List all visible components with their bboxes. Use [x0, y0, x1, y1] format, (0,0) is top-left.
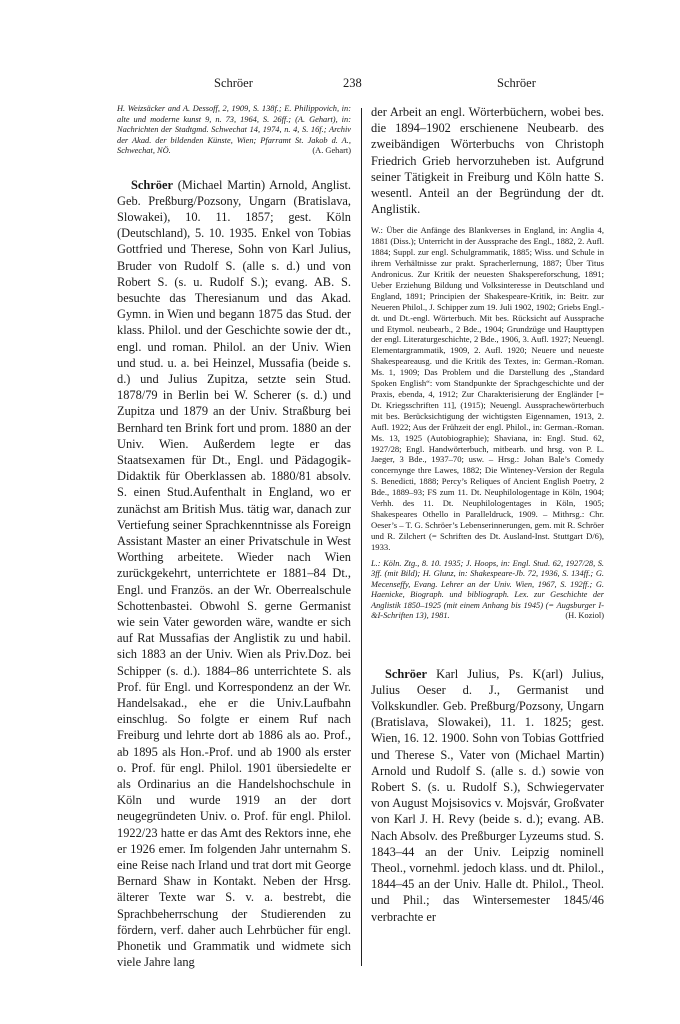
entry-karl-julius-text: Karl Julius, Ps. K(arl) Julius, Julius Oeser d. J., Germanist und Volkskundler. Geb. Preßburg/Pozsony, Ungarn (Bratislava, Slowakei), 11. 1. 1825; gest. Wien, 16. 12. 1900. Sohn von Tobias Gottfried und Therese S., Vater von (Michael Martin) Arnold und Rudolf S. (alle s. d.) sowie von Robert S. (s. u. Rudolf S.), Schwiegervater von August Mojsisovics v. Mojsvár, Großvater von Karl J. H. Revy (beide s. d.); evang. AB. Nach Absolv. des Preßburger Lyzeums stud. S. 1843–44 an der Univ. Leipzig nominell Theol., vornehml. jedoch klass. und dt. Philol., 1844–45 an der Univ. Halle dt. Philol., Theol. und Phil.; das Wintersemester 1845/46 verbrachte er [371, 666, 604, 924]
previous-entry-literature-text: H. Weizsäcker and A. Dessoff, 2, 1909, S. 138f.; E. Philippovich, in: alte und moderne kunst 9, n. 73, 1964, S. 26ff.; (A. Gehart), in: Nachrichten der Stadtgmd. Schwechat 14, 1974, n. 4, S. 16f.; Archiv der Akad. der bildenden Künste, Wien; Pfarramt St. Jakob d. A., Schwechat, NÖ. [117, 104, 351, 155]
entry-arnold-text: (Michael Martin) Arnold, Anglist. Geb. Preßburg/Pozsony, Ungarn (Bratislava, Slowakei), 10. 11. 1857; gest. Köln (Deutschland), 5. 10. 1935. Enkel von Tobias Gottfried und Therese, Sohn von Karl Julius, Bruder von Rudolf S. (alle s. d.) und von Robert S. (s. u. Rudolf S.); evang. AB. S. besuchte das Theresianum und das Akad. Gymn. in Wien und begann 1875 das Stud. der klass. Philol. und der Geschichte sowie der dt., engl. und roman. Philol. an der Univ. Wien und stud. u. a. bei Heinzel, Mussafia (beide s. d.) und Julius Zupitza, setzte sein Stud. 1878/79 in Berlin bei W. Scherer (s. d.) und Zupitza und 1879 an der Univ. Straßburg bei Bernhard ten Brink fort und prom. 1880 an der Univ. Wien. Außerdem legte er das Staatsexamen für Dt., Engl. und Pädagogik-Didaktik für Oberklassen ab. 1880/81 absolv. S. einen Stud.Aufenthalt in England, wo er zunächst am British Mus. tätig war, danach zur Vertiefung seiner Sprachkenntnisse als Foreign Assistant Master an einer Privatschule in West Worthing arbeitete. Wieder nach Wien zurückgekehrt, unterrichtete er 1881–84 Dt., Engl. und Französ. an der Wr. Oberrealschule Schottenbastei. Obwohl S. gerne Germanist wie sein Vater geworden wäre, wandte er sich auf Rat Mussafias der Anglistik zu und habil. sich 1883 an der Univ. Wien als Priv.Doz. bei Schipper (s. d.). 1884–86 unterrichtete S. als Prof. für Engl. und Korrespondenz an der Wr. Handelsakad., ehe er die Univ.Laufbahn einschlug. So folgte er einem Ruf nach Freiburg und lehrte dort ab 1886 als ao. Prof., ab 1895 als Hon.-Prof. und ab 1900 als erster o. Prof. für engl. Philol. 1901 übersiedelte er als Ordinarius an die Handelshochschule in Köln und wurde 1919 an der dort neugegründeten Univ. o. Prof. für engl. Philol. 1922/23 hatte er das Amt des Rektors inne, ehe er 1926 emer. Im folgenden Jahr unternahm S. eine Reise nach Irland und trat dort mit George Bernard Shaw in Kontakt. Neben der Hrsg. älterer Texte war S. v. a. bestrebt, die Sprachbeherrschung der Studierenden zu fördern, verf. daher auch Lehrbücher für engl. Phonetik und Grammatik und widmete sich viele Jahre lang [117, 177, 351, 970]
left-column [117, 104, 351, 970]
running-header [0, 76, 680, 96]
entry-karl-julius-name: Schröer [385, 666, 427, 681]
right-column [371, 104, 604, 925]
entry-arnold-name: Schröer [131, 177, 173, 192]
works-list: W.: Über die Anfänge des Blankverses in England, in: Anglia 4, 1881 (Diss.); Unterricht in der Aussprache des Engl., 1882, 2. Aufl. 1884; Suppl. zur engl. Schulgrammatik, 1885; Wiss. und Schule in ihrem Verhältnisse zur prakt. Spracherlernung, 1887; Über Titus Andronicus. Zur Kritik der neuesten Shakspereforschung, 1891; Ueber Erziehung Bildung und Volksinteresse in Deutschland und England, 1891; Principien der Shakespeare-Kritik, in: Beitr. zur Neueren Philol., J. Schipper zum 19. Juli 1902, 1902; Griebs Engl.-dt. und Dt.-engl. Wörterbuch. Mit bes. Rücksicht auf Aussprache und Etymol. neubearb., 2 Bde., 1904; Grundzüge und Haupttypen der engl. Literaturgeschichte, 2 Bde., 1906, 3. Aufl. 1927; Neuengl. Elementargrammatik, 1909, 2. Aufl. 1920; Neuere und neueste Shakespeareausg. und die Kritik des Textes, in: German.-Roman. Ms. 1, 1909; Das Problem und die Darstellung des „Standard Spoken English“: vom Standpunkte der Sprachgeschichte und der Praxis, ebenda, 4, 1912; Zur Charakterisierung der Engländer [= Dt. Kriegsschriften 11], (1915); Neuengl. Aussprachewörterbuch mit bes. Berücksichtigung der wichtigsten Eigennamen, 1913, 2. Aufl. 1922; Aus der Frühzeit der engl. Philol., in: German.-Roman. Ms. 13, 1925 (Autobiographie); Shaviana, in: Engl. Stud. 62, 1927/28; Engl. Handwörterbuch, mitbearb. und hrsg. von P. L. Jaeger, 3 Bde., 1937–70; usw. – Hrsg.: Johan Bale’s Comedy concernynge thre Lawes, 1882; Die Winteney-Version der Regula S. Benedicti, 1888; Percy’s Reliques of Ancient English Poetry, 2 Bde., 1889–93; FS zum 11. Dt. Neuphilologentage in Köln, 1904; Verhh. des 11. Dt. Neuphilologentages in Köln, 1905; Shakespeares Othello in Paralleldruck, 1909. – Mithrsg.: Chr. Oeser’s – T. G. Schröer’s Lebenserinnerungen, gem. mit R. Schröer und R. Zilchert (= Schriften des Dt. Ausland-Inst. Stuttgart D/6), 1933. [371, 225, 604, 552]
entry-arnold-schroeer [117, 177, 351, 971]
header-left-title: Schröer [214, 76, 253, 90]
page-number: 238 [343, 76, 362, 90]
entry-karl-julius-schroeer [371, 666, 604, 925]
entry-arnold-continuation: der Arbeit an engl. Wörterbüchern, wobei bes. die 1894–1902 erschienene Neubearb. des zweibändigen Wörterbuchs von Christoph Friedrich Grieb hervorzuheben ist. Aufgrund seiner Tätigkeit in Freiburg und Köln hatte S. wesentl. Anteil an der Begründung der dt. Anglistik. [371, 105, 604, 217]
header-right-title: Schröer [497, 76, 536, 90]
literature-list-text: L.: Köln. Ztg., 8. 10. 1935; J. Hoops, in: Engl. Stud. 62, 1927/28, S. 3ff. (mit Bild); H. Glunz, in: Shakespeare-Jb. 72, 1936, S. 134ff.; G. Mecenseffy, Evang. Lehrer an der Univ. Wien, 1967, S. 192ff.; G. Haenicke, Biograph. und bibliograph. Lex. zur Geschichte der Anglistik 1850–1925 (mit einem Anhang bis 1945) (= Augsburger I-&I-Schriften 13), 1981. [371, 558, 604, 621]
column-divider [361, 108, 362, 966]
previous-entry-author: (A. Gehart) [312, 146, 351, 155]
literature-list [371, 559, 604, 622]
literature-author: (H. Koziol) [565, 611, 604, 621]
previous-entry-literature [117, 104, 351, 157]
